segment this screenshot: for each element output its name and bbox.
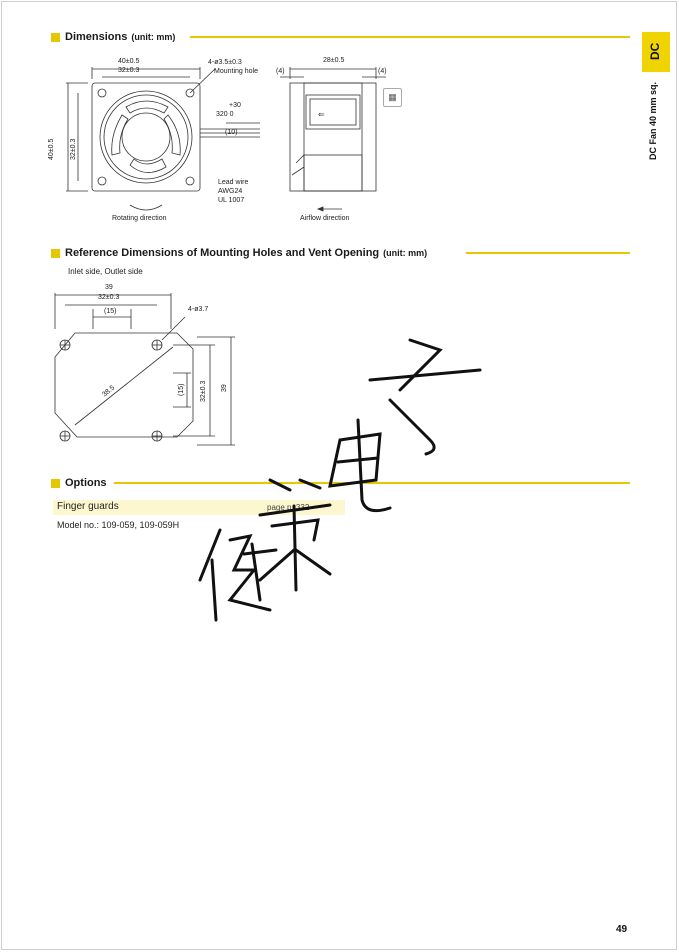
- side-section-label: DC Fan 40 mm sq.: [648, 81, 658, 160]
- fan-side-view-drawing: [280, 55, 390, 215]
- page-number: 49: [616, 924, 628, 935]
- dim-width-pitch: 32±0.3: [118, 67, 140, 74]
- section-rule: [190, 36, 630, 38]
- ref-diagonal: 38.5: [101, 384, 117, 399]
- watermark-image: [190, 330, 490, 630]
- option-page-reference[interactable]: page p. 332: [267, 503, 310, 512]
- rotating-direction-label: Rotating direction: [112, 215, 167, 222]
- section-marker-icon: [51, 479, 60, 488]
- ref-outer-width: 39: [105, 284, 113, 291]
- section-marker-icon: [51, 33, 60, 42]
- dim-mounting-hole: 4-ø3.5±0.3: [208, 59, 242, 66]
- airflow-direction-label: Airflow direction: [300, 215, 350, 222]
- dim-side-left: (4): [276, 68, 285, 75]
- ref-hole-spec: 4-ø3.7: [188, 306, 209, 313]
- section-reference-header: [51, 247, 427, 259]
- side-tab-label: DC: [648, 42, 662, 60]
- ref-inner-width: (15): [104, 308, 117, 315]
- dim-height-pitch: 32±0.3: [70, 138, 77, 160]
- dim-depth: 28±0.5: [323, 57, 345, 64]
- reference-subtitle: Inlet side, Outlet side: [68, 267, 143, 276]
- section-unit: (unit: mm): [383, 248, 428, 258]
- dim-width-outer: 40±0.5: [118, 58, 140, 65]
- section-title: Options: [65, 477, 107, 489]
- dim-height-outer: 40±0.5: [48, 138, 55, 160]
- section-title: Reference Dimensions of Mounting Holes and Vent Opening: [65, 247, 380, 259]
- option-model-numbers: Model no.: 109-059, 109-059H: [57, 520, 180, 530]
- scan-code-icon[interactable]: ▦: [383, 88, 402, 107]
- section-title: Dimensions: [65, 31, 128, 43]
- ref-pitch-width: 32±0.3: [98, 294, 120, 301]
- side-tab: [642, 32, 670, 72]
- dim-side-right: (4): [378, 68, 387, 75]
- ul-label: UL 1007: [218, 197, 245, 204]
- ref-vertical-pitch: 32±0.3: [200, 380, 207, 402]
- dim-mounting-hole-label: Mounting hole: [214, 68, 258, 75]
- lead-wire-label: Lead wire: [218, 179, 249, 186]
- section-marker-icon: [51, 249, 60, 258]
- dim-lead-strip: (10): [225, 129, 238, 136]
- dim-lead-tolerance: +30: [229, 102, 241, 109]
- section-rule: [466, 252, 630, 254]
- awg-label: AWG24: [218, 188, 243, 195]
- section-unit: (unit: mm): [131, 32, 176, 42]
- section-dimensions-header: [51, 31, 175, 43]
- ref-vertical-inner: (15): [178, 383, 185, 396]
- dim-lead-length: 320 0: [216, 111, 234, 118]
- svg-text:⇐: ⇐: [318, 110, 325, 119]
- section-options-header: [51, 477, 107, 489]
- option-finger-guards-label: Finger guards: [57, 501, 119, 512]
- ref-vertical-outer: 39: [221, 384, 228, 392]
